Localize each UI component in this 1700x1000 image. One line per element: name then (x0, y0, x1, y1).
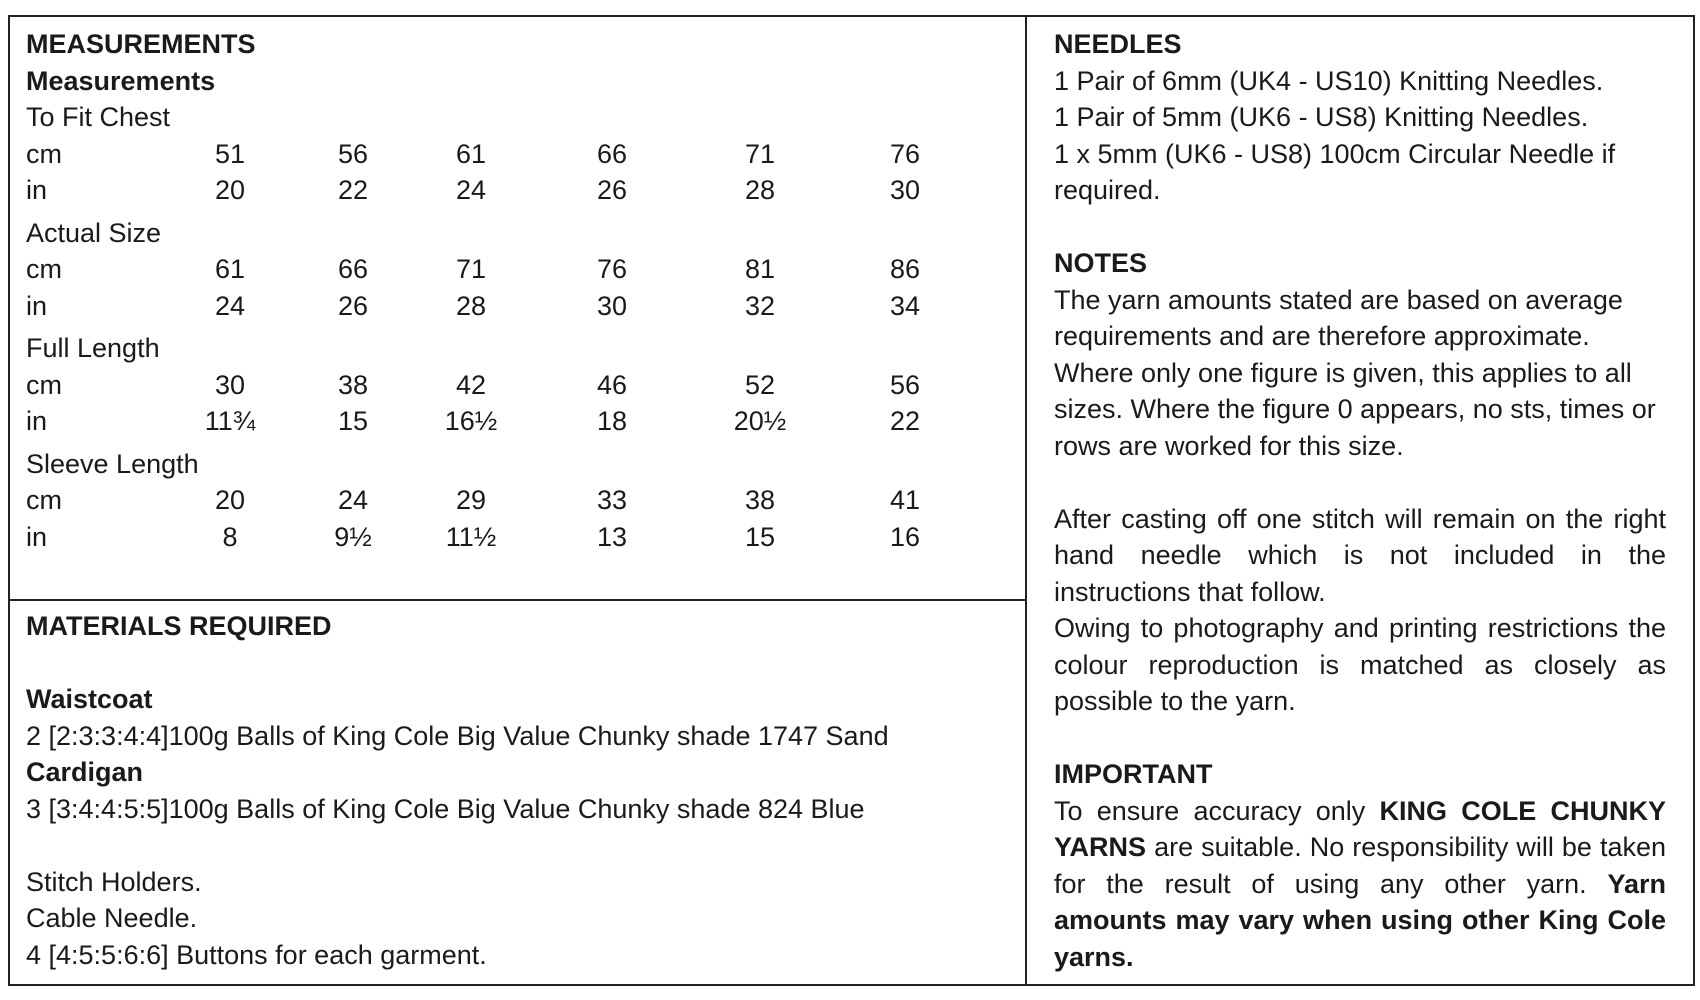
cardigan-yarn: 3 [3:4:4:5:5]100g Balls of King Cole Big Value Chunky shade 824 Blue (26, 793, 865, 824)
size-value: 51 (214, 138, 246, 169)
size-value: 30 (214, 369, 246, 400)
column-divider (1025, 15, 1027, 986)
size-value: 11½ (445, 521, 497, 552)
unit-label: in (26, 290, 48, 321)
size-value: 32 (744, 290, 776, 321)
measurement-group-label: Actual Size (26, 217, 162, 248)
size-value: 61 (214, 254, 246, 284)
size-value: 8 (222, 521, 238, 552)
size-value: 56 (889, 369, 921, 400)
size-value: 52 (744, 369, 776, 400)
measurement-row (26, 403, 1016, 440)
size-value: 16½ (444, 406, 498, 436)
size-value: 71 (744, 138, 776, 169)
cardigan-label: Cardigan (26, 757, 144, 787)
size-value: 15 (744, 521, 776, 552)
needle-item: 1 Pair of 5mm (UK6 - US8) Knitting Needles. (1054, 102, 1589, 132)
size-value: 66 (337, 254, 369, 284)
measurement-row (26, 367, 1016, 404)
size-value: 81 (744, 254, 776, 284)
measurements-table (26, 99, 1016, 555)
unit-label: cm (26, 485, 62, 515)
unit-label: in (26, 406, 48, 436)
size-value: 66 (596, 138, 628, 169)
needles-heading: NEEDLES (1054, 29, 1182, 59)
notes-paragraph-3: Owing to photography and printing restrictions the colour reproduction is matched as closely as possible to the yarn. (1054, 613, 1666, 716)
size-value: 34 (889, 290, 921, 321)
measurements-section (26, 26, 1016, 555)
unit-label: cm (26, 138, 62, 169)
important-warning: Yarn amounts may vary when using other King Cole yarns. (1054, 868, 1666, 972)
extra-item: Cable Needle. (26, 903, 198, 933)
size-value: 38 (337, 369, 369, 400)
measurements-heading: MEASUREMENTS (26, 29, 256, 59)
materials-heading: MATERIALS REQUIRED (26, 611, 332, 641)
size-value: 42 (455, 369, 487, 400)
size-value: 22 (889, 406, 921, 436)
waistcoat-label: Waistcoat (26, 684, 153, 714)
important-middle: are suitable. No responsibility will be taken for the result of using any other yarn. (1054, 832, 1666, 899)
size-value: 86 (889, 254, 921, 284)
important-paragraph (1054, 793, 1666, 976)
size-value: 71 (455, 254, 487, 284)
size-value: 11¾ (204, 406, 256, 436)
size-value: 9½ (334, 521, 372, 552)
size-value: 30 (889, 175, 921, 205)
size-value: 20 (214, 485, 246, 515)
notes-heading: NOTES (1054, 248, 1148, 278)
needle-item: 1 Pair of 6mm (UK4 - US10) Knitting Needles. (1054, 65, 1604, 96)
size-value: 13 (596, 521, 628, 552)
size-value: 26 (596, 175, 628, 205)
measurement-group-label: Full Length (26, 333, 160, 363)
waistcoat-yarn: 2 [2:3:3:4:4]100g Balls of King Cole Big Value Chunky shade 1747 Sand (26, 720, 889, 751)
size-value: 22 (337, 175, 369, 205)
notes-paragraph-2: After casting off one stitch will remain on the right hand needle which is not included in the instructions that follow. (1054, 503, 1666, 607)
size-value: 30 (596, 290, 628, 321)
measurements-subheading: Measurements (26, 65, 216, 96)
measurement-row (26, 251, 1016, 288)
unit-label: in (26, 175, 48, 205)
size-value: 41 (889, 485, 921, 515)
important-heading: IMPORTANT (1054, 759, 1213, 789)
size-value: 28 (744, 175, 776, 205)
size-value: 38 (744, 485, 776, 515)
measurement-row (26, 136, 1016, 173)
size-value: 20½ (733, 406, 787, 436)
size-value: 16 (889, 521, 921, 552)
important-brand: KING COLE CHUNKY YARNS (1054, 795, 1666, 862)
needle-item: 1 x 5mm (UK6 - US8) 100cm Circular Needle if required. (1054, 138, 1616, 205)
unit-label: in (26, 521, 48, 552)
size-value: 76 (889, 138, 921, 169)
size-value: 33 (596, 485, 628, 515)
extra-item: Stitch Holders. (26, 866, 202, 897)
size-value: 56 (337, 138, 369, 169)
size-value: 26 (337, 290, 369, 321)
unit-label: cm (26, 369, 62, 400)
size-value: 24 (455, 175, 487, 205)
size-value: 18 (596, 406, 628, 436)
measurement-row (26, 172, 1016, 209)
measurement-row (26, 288, 1016, 325)
materials-section (26, 608, 1016, 973)
extra-item: 4 [4:5:5:6:6] Buttons for each garment. (26, 939, 487, 970)
size-value: 46 (596, 369, 628, 400)
size-value: 29 (455, 485, 487, 515)
size-value: 20 (214, 175, 246, 205)
right-column (1054, 26, 1666, 975)
measurement-group-label: Sleeve Length (26, 448, 199, 479)
measurement-row (26, 482, 1016, 519)
measurement-row (26, 519, 1016, 556)
size-value: 15 (337, 406, 369, 436)
notes-paragraph-1: The yarn amounts stated are based on average requirements and are therefore approximate. Where only one figure is given, this applies to all sizes. Where the figure 0 appears, no sts, times or rows are worked for this size. (1054, 284, 1656, 461)
size-value: 61 (455, 138, 487, 169)
size-value: 24 (214, 290, 246, 321)
size-value: 76 (596, 254, 628, 284)
section-divider (8, 599, 1026, 601)
size-value: 28 (455, 290, 487, 321)
unit-label: cm (26, 254, 62, 284)
size-value: 24 (337, 485, 369, 515)
measurement-group-label: To Fit Chest (26, 102, 171, 132)
important-lead: To ensure accuracy only (1054, 795, 1380, 826)
